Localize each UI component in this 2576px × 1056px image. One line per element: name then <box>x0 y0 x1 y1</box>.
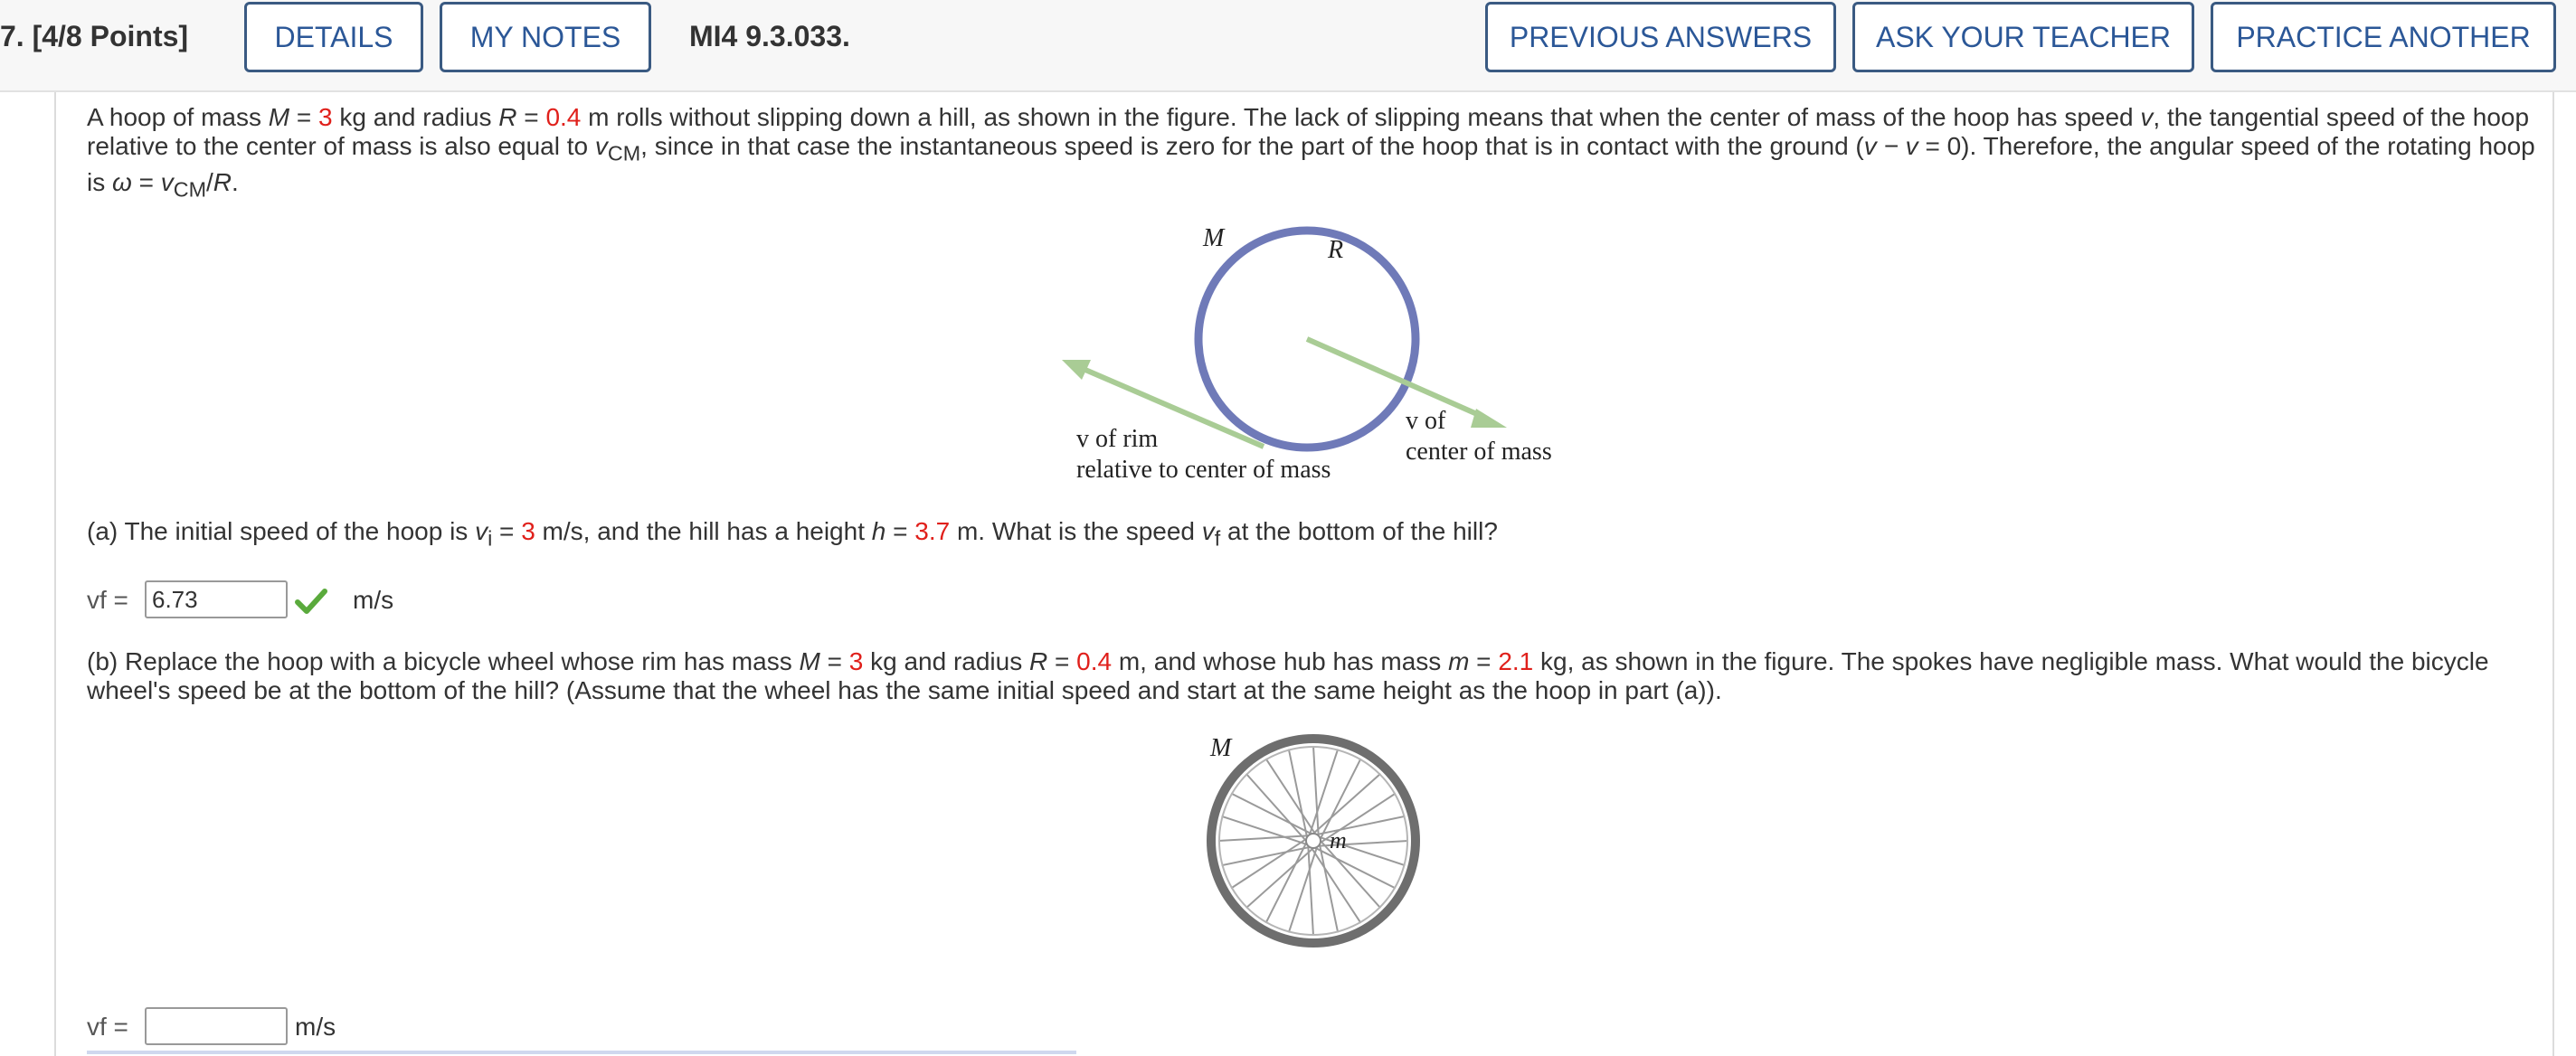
part-a-question: (a) The initial speed of the hoop is $v_i = 3$ m/s, and the hill has a height h = 3.7 m. What is the speed $v_f$ at the bottom of the hill? <box>87 517 1498 551</box>
wheel-spoke <box>1313 746 1319 841</box>
part-a-answer-input[interactable] <box>145 580 288 618</box>
bicycle-wheel-figure <box>1194 723 1429 958</box>
height-value: 3.7 <box>914 517 951 545</box>
wheel-radius-value: 0.4 <box>1076 647 1113 675</box>
intro-paragraph: A hoop of mass M = 3 kg and radius R = 0.4 m rolls without slipping down a hill, as shown in the figure. The lack of slipping means that when the center of mass of the hoop has speed v, the tangential speed of the hoop relative to the center of mass is also equal to $v_{CM}$, since in that case the instantaneous speed is zero for the part of the hoop that is in contact with the ground (v − v = 0). Therefore, the angular speed of the rotating hoop is $\omega = v_{CM}/R$. <box>87 103 2535 202</box>
question-number: 7. [4/8 Points] <box>0 20 189 52</box>
cm-velocity-label-1: v of <box>1406 407 1446 435</box>
problem-id: MI4 9.3.033. <box>689 20 850 52</box>
hoop-mass-label: M <box>1203 224 1225 252</box>
previous-answers-button[interactable]: PREVIOUS ANSWERS <box>1485 2 1836 72</box>
wheel-mass-label: M <box>1210 734 1232 762</box>
wheel-spoke <box>1313 841 1408 846</box>
question-header <box>0 0 2576 92</box>
cm-arrowhead <box>1471 409 1507 428</box>
rim-velocity-label-2: relative to center of mass <box>1076 456 1331 484</box>
ask-teacher-button[interactable]: ASK YOUR TEACHER <box>1852 2 2194 72</box>
part-b-answer-input[interactable] <box>145 1007 288 1045</box>
hoop-radius-label: R <box>1328 236 1344 264</box>
hub-mass-label: m <box>1330 827 1347 853</box>
part-b-unit: m/s <box>295 1013 336 1041</box>
my-notes-button[interactable]: MY NOTES <box>440 2 651 72</box>
part-a-unit: m/s <box>353 586 394 614</box>
part-a-answer-label: vf = <box>87 586 128 614</box>
initial-speed-value: 3 <box>521 517 535 545</box>
hoop-figure <box>1040 217 1601 497</box>
wheel-spoke <box>1308 841 1313 936</box>
answer-underline <box>87 1051 1076 1054</box>
radius-value: 0.4 <box>545 103 582 131</box>
part-b-question: (b) Replace the hoop with a bicycle wheel whose rim has mass M = 3 kg and radius R = 0.4 m, and whose hub has mass m = 2.1 kg, as shown in the figure. The spokes have negligible mass. What would the bicycle wheel's speed be at the bottom of the hill? (Assume that the wheel has the same initial speed and start at the same height as the hoop in part (a)). <box>87 647 2489 704</box>
rim-mass-value: 3 <box>848 647 864 675</box>
wheel-spoke <box>1218 835 1313 841</box>
mass-value: 3 <box>318 103 333 131</box>
practice-another-button[interactable]: PRACTICE ANOTHER <box>2211 2 2556 72</box>
rim-velocity-label-1: v of rim <box>1076 425 1159 453</box>
details-button[interactable]: DETAILS <box>244 2 423 72</box>
part-b-answer-label: vf = <box>87 1013 128 1041</box>
wheel-hub <box>1306 834 1321 848</box>
cm-velocity-label-2: center of mass <box>1406 438 1552 466</box>
hub-mass-value: 2.1 <box>1498 647 1534 675</box>
correct-check-icon <box>295 588 327 615</box>
